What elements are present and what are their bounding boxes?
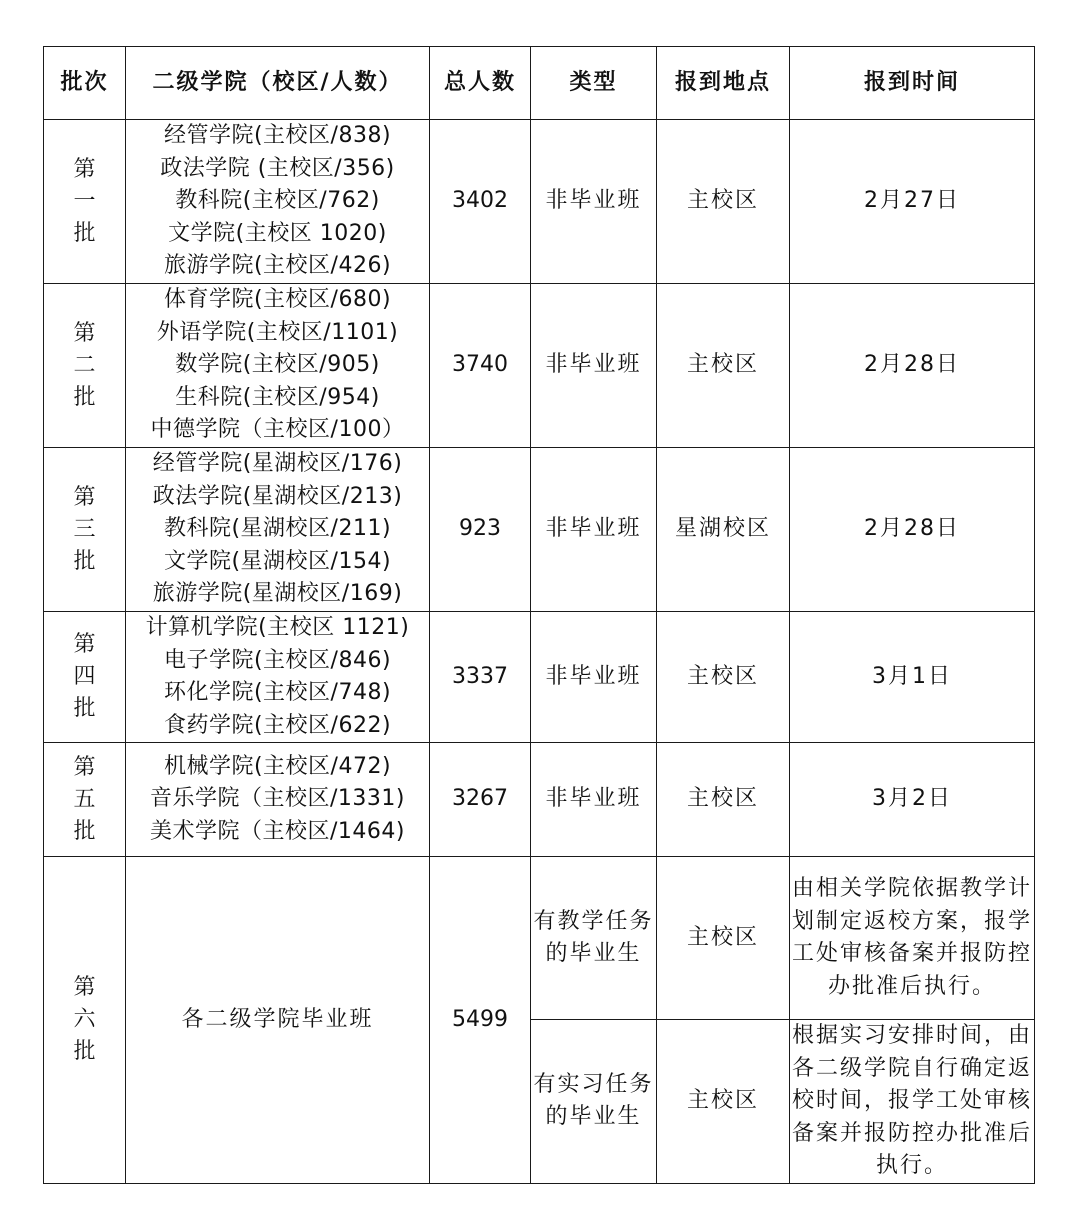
- total-cell: 5499: [430, 857, 531, 1184]
- batch-char: 六: [73, 1006, 96, 1032]
- location-cell: 星湖校区: [657, 448, 790, 612]
- time-cell: 2月28日: [790, 448, 1035, 612]
- batch-char: 批: [73, 220, 96, 246]
- table-row: [44, 743, 1035, 857]
- college-entry: 教科院(星湖校区/211): [163, 516, 392, 542]
- batch-char: 批: [73, 548, 96, 574]
- college-entry: 食药学院(主校区/622): [163, 712, 392, 738]
- college-entry: 经管学院(星湖校区/176): [152, 451, 403, 477]
- batch-char: 第: [73, 484, 96, 510]
- header-batch: 批次: [44, 47, 126, 120]
- college-entry: 电子学院(主校区/846): [163, 647, 392, 673]
- location-cell: 主校区: [657, 284, 790, 448]
- location-cell: 主校区: [657, 612, 790, 743]
- college-entry: 音乐学院（主校区/1331): [150, 786, 405, 812]
- time-cell: 2月27日: [790, 120, 1035, 284]
- type-cell: 非毕业班: [531, 448, 657, 612]
- location-cell: 主校区: [657, 120, 790, 284]
- college-entry: 环化学院(主校区/748): [163, 680, 392, 705]
- college-entry: 经管学院(主校区/838): [163, 123, 392, 149]
- college-entry: 旅游学院(主校区/426): [163, 253, 392, 279]
- location-cell: 主校区: [657, 743, 790, 857]
- header-college: 二级学院（校区/人数）: [126, 47, 430, 120]
- college-cell: 各二级学院毕业班: [126, 857, 430, 1184]
- header-time: 报到时间: [790, 47, 1035, 120]
- type-cell: 有教学任务的毕业生: [531, 857, 657, 1020]
- schedule-sheet: [43, 46, 1034, 1184]
- location-cell: 主校区: [657, 857, 790, 1020]
- college-list-cell: [126, 448, 430, 612]
- college-entry: 体育学院(主校区/680): [163, 287, 392, 313]
- time-cell: 2月28日: [790, 284, 1035, 448]
- batch-cell: [44, 743, 126, 857]
- college-entry: 数学院(主校区/905): [175, 352, 380, 378]
- table-row: [44, 448, 1035, 612]
- table-row: [44, 120, 1035, 284]
- batch-cell: [44, 448, 126, 612]
- college-entry: 中德学院（主校区/100）: [150, 417, 405, 443]
- return-schedule-table: [43, 46, 1035, 1184]
- batch-cell: [44, 857, 126, 1184]
- time-cell: 3月2日: [790, 743, 1035, 857]
- table-row: [44, 284, 1035, 448]
- college-entry: 外语学院(主校区/1101): [156, 319, 399, 345]
- batch-char: 二: [73, 352, 96, 378]
- batch-char: 第: [73, 754, 96, 780]
- college-entry: 政法学院(星湖校区/213): [152, 483, 403, 509]
- table-row: [44, 612, 1035, 743]
- location-cell: 主校区: [657, 1020, 790, 1184]
- college-entry: 教科院(主校区/762): [175, 188, 380, 214]
- batch-char: 第: [73, 156, 96, 182]
- batch-char: 第: [73, 974, 96, 1000]
- total-cell: 3402: [430, 120, 531, 284]
- batch-cell: [44, 120, 126, 284]
- college-entry: 生科院(主校区/954): [175, 384, 380, 410]
- total-cell: 3267: [430, 743, 531, 857]
- type-cell: 非毕业班: [531, 120, 657, 284]
- college-entry: 政法学院 (主校区/356): [160, 155, 395, 181]
- header-location: 报到地点: [657, 47, 790, 120]
- time-note-cell: 由相关学院依据教学计划制定返校方案，报学工处审核备案并报防控办批准后执行。: [790, 857, 1035, 1020]
- time-note-cell: 根据实习安排时间，由各二级学院自行确定返校时间，报学工处审核备案并报防控办批准后执行。: [790, 1020, 1035, 1184]
- batch-char: 批: [73, 818, 96, 844]
- college-list-cell: [126, 284, 430, 448]
- type-cell: 有实习任务的毕业生: [531, 1020, 657, 1184]
- college-entry: 机械学院(主校区/472): [163, 753, 392, 779]
- batch-char: 四: [73, 664, 96, 689]
- college-list-cell: [126, 612, 430, 743]
- total-cell: 3337: [430, 612, 531, 743]
- type-cell: 非毕业班: [531, 743, 657, 857]
- header-total: 总人数: [430, 47, 531, 120]
- college-entry: 美术学院（主校区/1464): [150, 818, 405, 844]
- batch-char: 批: [73, 384, 96, 410]
- table-row: [44, 857, 1035, 1020]
- type-cell: 非毕业班: [531, 612, 657, 743]
- total-cell: 3740: [430, 284, 531, 448]
- total-cell: 923: [430, 448, 531, 612]
- header-type: 类型: [531, 47, 657, 120]
- college-entry: 计算机学院(主校区 1121): [145, 615, 410, 640]
- college-list-cell: [126, 743, 430, 857]
- batch-char: 一: [73, 188, 96, 214]
- header-row: [44, 47, 1035, 120]
- time-cell: 3月1日: [790, 612, 1035, 743]
- batch-char: 第: [73, 320, 96, 346]
- batch-cell: [44, 284, 126, 448]
- batch-char: 第: [73, 632, 96, 657]
- college-entry: 文学院(星湖校区/154): [163, 548, 392, 574]
- batch-char: 三: [73, 516, 96, 542]
- batch-char: 批: [73, 696, 96, 721]
- batch-char: 批: [73, 1038, 96, 1064]
- batch-cell: [44, 612, 126, 743]
- type-cell: 非毕业班: [531, 284, 657, 448]
- college-entry: 旅游学院(星湖校区/169): [152, 581, 403, 607]
- college-entry: 文学院(主校区 1020): [168, 220, 387, 246]
- college-list-cell: [126, 120, 430, 284]
- batch-char: 五: [73, 786, 96, 812]
